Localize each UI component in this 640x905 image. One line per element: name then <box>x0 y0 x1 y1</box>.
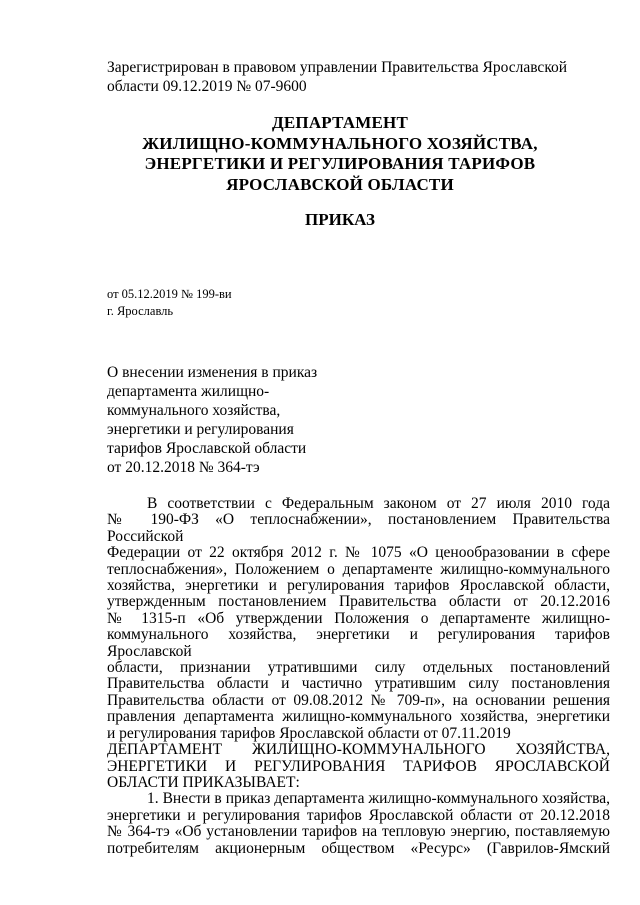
subject-line: от 20.12.2018 № 364-тэ <box>107 459 260 476</box>
subject-block <box>107 363 347 477</box>
body-line: 1. Внести в приказ департамента жилищно-коммунального хозяйства, <box>147 790 610 808</box>
body-line: области, признании утратившими силу отдельных постановлений <box>107 659 610 677</box>
city: г. Ярославль <box>107 304 174 318</box>
registration-note <box>107 58 577 96</box>
subject-line: О внесении изменения в приказ <box>107 364 318 381</box>
subject-line: тарифов Ярославской области <box>107 440 307 457</box>
body-line: Правительства области и частично утратившим силу постановления <box>107 675 610 693</box>
subject-line: департамента жилищно- <box>107 383 270 400</box>
order-paragraph <box>107 742 610 791</box>
body-line: № 190-ФЗ «О теплоснабжении», постановлением Правительства Российской <box>107 511 610 545</box>
body-line: ОБЛАСТИ ПРИКАЗЫВАЕТ: <box>107 773 300 791</box>
registration-line: Зарегистрирован в правовом управлении Правительства Ярославской <box>107 59 568 76</box>
body-line: и регулирования тарифов Ярославской области от 07.11.2019 <box>107 724 511 742</box>
body-line: Правительства области от 09.08.2012 № 709-п», на основании решения <box>107 691 610 709</box>
document-body <box>107 496 610 857</box>
body-line: ЭНЕРГЕТИКИ И РЕГУЛИРОВАНИЯ ТАРИФОВ ЯРОСЛАВСКОЙ <box>107 757 610 775</box>
department-line: ЯРОСЛАВСКОЙ ОБЛАСТИ <box>226 174 454 194</box>
body-line: № 364-тэ «Об установлении тарифов на тепловую энергию, поставляемую <box>107 823 610 841</box>
date-number: от 05.12.2019 № 199-ви <box>107 287 232 301</box>
body-line: ДЕПАРТАМЕНТ ЖИЛИЩНО-КОММУНАЛЬНОГО ХОЗЯЙСТВА, <box>107 741 610 759</box>
document-meta <box>107 286 232 320</box>
department-header <box>110 113 570 195</box>
body-line: энергетики и регулирования тарифов Ярославской области от 20.12.2018 <box>107 806 610 824</box>
department-line: ДЕПАРТАМЕНТ <box>271 113 409 132</box>
body-line: коммунального хозяйства, энергетики и регулирования тарифов Ярославской <box>107 626 610 660</box>
item-paragraph <box>107 791 610 857</box>
body-line: правления департамента жилищно-коммунального хозяйства, энергетики <box>107 708 610 726</box>
subject-line: коммунального хозяйства, <box>107 402 281 419</box>
body-line: хозяйства, энергетики и регулирования тарифов Ярославской области, <box>107 577 610 595</box>
registration-line: области 09.12.2019 № 07-9600 <box>107 78 307 95</box>
body-line: теплоснабжения», Положением о департаменте жилищно-коммунального <box>107 560 610 578</box>
document-title: ПРИКАЗ <box>305 210 375 229</box>
body-line: № 1315-п «Об утверждении Положения о департаменте жилищно- <box>107 609 610 627</box>
department-line: ЭНЕРГЕТИКИ И РЕГУЛИРОВАНИЯ ТАРИФОВ <box>144 154 536 173</box>
body-line: потребителям акционерным обществом «Ресурс» (Гаврилов-Ямский <box>107 839 610 857</box>
body-line: Федерации от 22 октября 2012 г. № 1075 «О ценообразовании в сфере <box>107 544 610 562</box>
body-line: В соответствии с Федеральным законом от 27 июля 2010 года <box>147 495 610 512</box>
subject-line: энергетики и регулирования <box>107 421 294 438</box>
body-line: утвержденным постановлением Правительства области от 20.12.2016 <box>107 593 610 611</box>
preamble-paragraph <box>107 496 610 742</box>
department-line: ЖИЛИЩНО-КОММУНАЛЬНОГО ХОЗЯЙСТВА, <box>142 133 538 153</box>
